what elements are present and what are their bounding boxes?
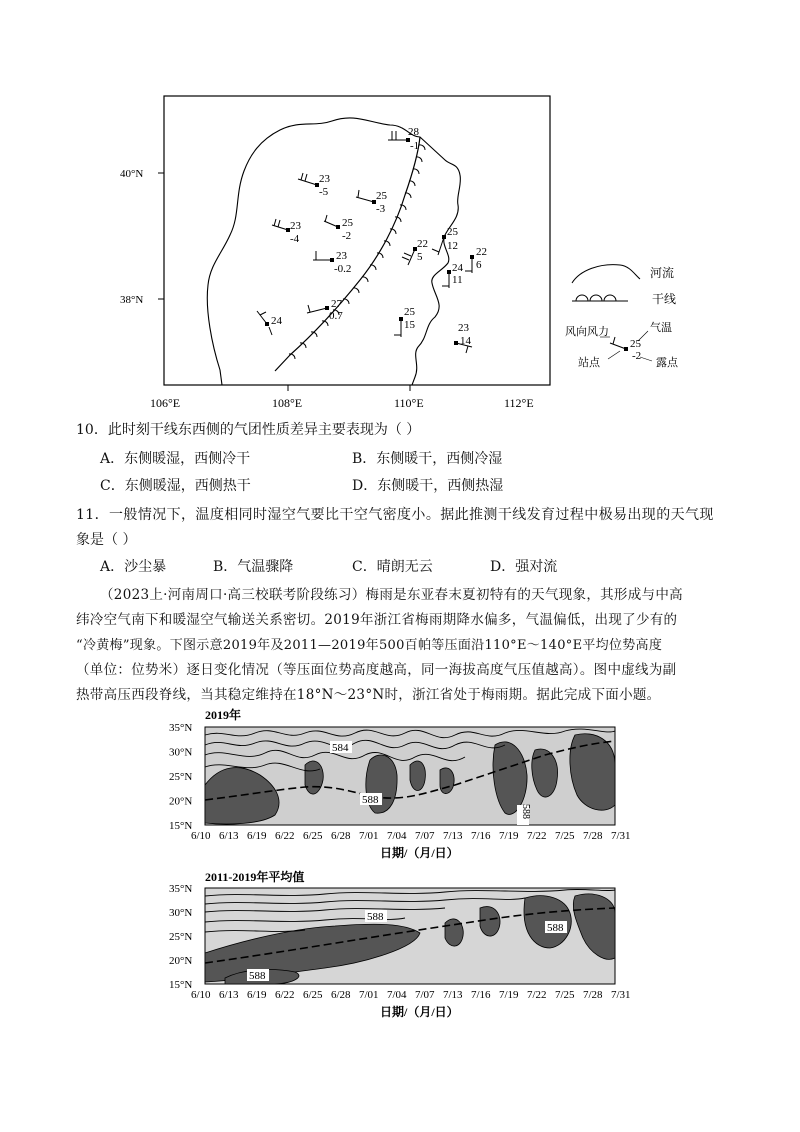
svg-text:25: 25 <box>376 190 387 202</box>
x-tick-label: 7/16 <box>471 989 491 1001</box>
station-13 <box>394 306 416 337</box>
lon-label-110: 110°E <box>394 396 424 410</box>
chart-avg-contour-label-588b: 588 <box>547 922 564 934</box>
station-6 <box>313 250 351 275</box>
x-tick-label: 6/13 <box>219 830 239 842</box>
x-tick-label: 6/13 <box>219 989 239 1001</box>
x-tick-label: 6/10 <box>191 830 211 842</box>
chart-avg-contour-label-588c: 588 <box>249 970 266 982</box>
svg-text:22: 22 <box>476 246 487 258</box>
q10-option-a: A．东侧暖湿，西侧冷干 <box>100 451 251 467</box>
lat-label-38: 38°N <box>120 294 144 306</box>
legend-river-symbol <box>572 265 640 283</box>
q11-option-a: A．沙尘暴 <box>100 559 167 575</box>
legend-temp-label: 气温 <box>650 322 672 334</box>
station-5 <box>324 215 354 242</box>
x-tick-label: 6/10 <box>191 989 211 1001</box>
svg-text:-2: -2 <box>342 230 352 242</box>
map-legend <box>565 265 679 369</box>
x-tick-label: 7/31 <box>611 830 631 842</box>
svg-text:25: 25 <box>447 226 458 238</box>
x-tick-label: 7/04 <box>387 989 407 1001</box>
question-11-stem-line2: 象是（ ） <box>76 532 137 548</box>
svg-text:25: 25 <box>404 306 415 318</box>
x-tick-label: 7/13 <box>443 989 463 1001</box>
svg-text:5: 5 <box>417 251 423 263</box>
x-tick-label: 6/25 <box>303 830 323 842</box>
svg-text:25: 25 <box>342 217 353 229</box>
chart-avg-y-axis <box>169 883 192 991</box>
x-tick-label: 6/19 <box>247 989 267 1001</box>
x-tick-label: 7/13 <box>443 830 463 842</box>
legend-sample-dew: -2 <box>632 350 642 362</box>
y-tick-label: 15°N <box>169 979 193 991</box>
station-2 <box>298 173 331 198</box>
chart-2019-y-axis <box>169 722 192 832</box>
q11-option-c: C．晴朗无云 <box>352 559 433 575</box>
x-tick-label: 7/01 <box>359 989 379 1001</box>
y-tick-label: 25°N <box>169 771 193 783</box>
chart-2019-contour-label-588a: 588 <box>362 794 379 806</box>
station-4 <box>272 219 302 245</box>
chart-2019-title: 2019年 <box>205 708 242 722</box>
svg-text:23: 23 <box>336 250 347 262</box>
svg-text:6: 6 <box>476 259 482 271</box>
station-8 <box>432 226 459 255</box>
svg-text:11: 11 <box>452 274 463 286</box>
x-tick-label: 6/28 <box>331 989 351 1001</box>
svg-text:-5: -5 <box>319 186 329 198</box>
passage-line-2: 纬冷空气南下和暖湿空气输送关系密切。2019年浙江省梅雨期降水偏多，气温偏低，出现了少有的 <box>76 612 678 628</box>
station-3 <box>356 190 388 215</box>
chart-2019-contour-label-584: 584 <box>332 742 349 754</box>
chart-2019-contour-label-588b: 588 <box>520 804 531 819</box>
y-tick-label: 20°N <box>169 955 193 967</box>
station-11 <box>307 298 343 322</box>
geopotential-chart-average <box>165 868 635 1028</box>
y-tick-label: 15°N <box>169 820 193 832</box>
x-tick-label: 7/25 <box>555 830 575 842</box>
y-tick-label: 35°N <box>169 722 193 734</box>
legend-dryline-label: 干线 <box>652 292 677 306</box>
question-11-stem-line1: 11．一般情况下，温度相同时湿空气要比干空气密度小。据此推测干线发育过程中极易出现的天气现 <box>76 507 714 523</box>
svg-text:23: 23 <box>458 322 469 334</box>
q10-option-b: B．东侧暖干，西侧冷湿 <box>352 451 503 467</box>
passage-line-1: （2023上·河南周口·高三校联考阶段练习）梅雨是东亚春末夏初特有的天气现象，其形成与中高 <box>100 587 683 603</box>
surface-weather-map <box>100 85 700 415</box>
svg-text:-1: -1 <box>410 140 420 152</box>
x-tick-label: 7/22 <box>527 830 547 842</box>
station-14 <box>454 322 472 353</box>
x-tick-label: 7/04 <box>387 830 407 842</box>
svg-text:24: 24 <box>271 315 282 327</box>
svg-text:23: 23 <box>319 173 330 185</box>
station-1 <box>388 126 420 152</box>
x-tick-label: 7/19 <box>499 989 519 1001</box>
x-tick-label: 7/16 <box>471 830 491 842</box>
legend-river-label: 河流 <box>650 266 675 280</box>
passage-line-4: （单位：位势米）逐日变化情况（等压面位势高度越高，同一海拔高度气压值越高）。图中虚线为副 <box>76 662 677 678</box>
y-tick-label: 30°N <box>169 746 193 759</box>
y-tick-label: 25°N <box>169 931 193 943</box>
x-tick-label: 7/19 <box>499 830 519 842</box>
svg-text:24: 24 <box>452 262 463 274</box>
x-tick-label: 7/28 <box>583 989 603 1001</box>
y-tick-label: 35°N <box>169 883 193 895</box>
x-tick-label: 6/22 <box>275 830 295 842</box>
svg-text:-4: -4 <box>290 233 300 245</box>
passage-line-5: 热带高压西段脊线，当其稳定维持在18°N～23°N时，浙江省处于梅雨期。据此完成下面小题。 <box>76 687 661 703</box>
lon-label-112: 112°E <box>504 396 534 410</box>
question-10-stem: 10．此时刻干线东西侧的气团性质差异主要表现为（ ） <box>76 422 421 438</box>
legend-sample-temp: 25 <box>630 338 641 350</box>
x-tick-label: 7/22 <box>527 989 547 1001</box>
station-7 <box>402 238 428 265</box>
x-tick-label: 7/01 <box>359 830 379 842</box>
geopotential-chart-2019 <box>165 705 635 865</box>
legend-station-label: 站点 <box>578 357 600 369</box>
passage-line-3: “冷黄梅”现象。下图示意2019年及2011—2019年500百帕等压面沿110°E～140°E平均位势高度 <box>76 638 663 653</box>
legend-dryline-symbol <box>572 295 628 301</box>
svg-text:22: 22 <box>417 238 428 250</box>
y-tick-label: 30°N <box>169 907 193 919</box>
q10-option-c: C．东侧暖湿，西侧热干 <box>100 478 251 494</box>
chart-2019-xlabel: 日期/（月/日） <box>380 846 459 860</box>
x-tick-label: 6/19 <box>247 830 267 842</box>
svg-text:-3: -3 <box>376 203 386 215</box>
svg-text:12: 12 <box>447 240 458 252</box>
svg-text:28: 28 <box>408 126 419 138</box>
x-tick-label: 7/07 <box>415 989 435 1001</box>
x-tick-label: 7/28 <box>583 830 603 842</box>
chart-2019-x-axis <box>191 830 631 842</box>
x-tick-label: 7/07 <box>415 830 435 842</box>
svg-text:0.7: 0.7 <box>329 310 343 322</box>
chart-avg-contour-label-588a: 588 <box>367 911 384 923</box>
svg-text:23: 23 <box>290 220 301 232</box>
chart-avg-xlabel: 日期/（月/日） <box>380 1005 459 1019</box>
legend-dew-label: 露点 <box>656 357 678 369</box>
dryline <box>275 137 420 371</box>
lon-label-106: 106°E <box>150 396 181 410</box>
legend-wind-label: 风向风力 <box>565 326 609 338</box>
svg-text:-0.2: -0.2 <box>334 263 352 275</box>
x-tick-label: 6/28 <box>331 830 351 842</box>
lon-label-108: 108°E <box>272 396 303 410</box>
q11-option-b: B．气温骤降 <box>213 559 294 575</box>
svg-text:15: 15 <box>404 319 415 331</box>
station-12 <box>257 311 283 335</box>
x-tick-label: 6/25 <box>303 989 323 1001</box>
x-tick-label: 7/25 <box>555 989 575 1001</box>
station-9 <box>465 246 487 273</box>
chart-avg-title: 2011-2019年平均值 <box>205 870 305 884</box>
x-tick-label: 7/31 <box>611 989 631 1001</box>
svg-text:27: 27 <box>331 298 342 310</box>
map-frame <box>164 96 550 385</box>
chart-avg-x-axis <box>191 989 631 1001</box>
q10-option-d: D．东侧暖干，西侧热湿 <box>352 478 504 494</box>
svg-text:14: 14 <box>460 335 471 347</box>
q11-option-d: D．强对流 <box>490 559 558 575</box>
y-tick-label: 20°N <box>169 795 193 808</box>
lat-label-40: 40°N <box>120 168 144 180</box>
x-tick-label: 6/22 <box>275 989 295 1001</box>
